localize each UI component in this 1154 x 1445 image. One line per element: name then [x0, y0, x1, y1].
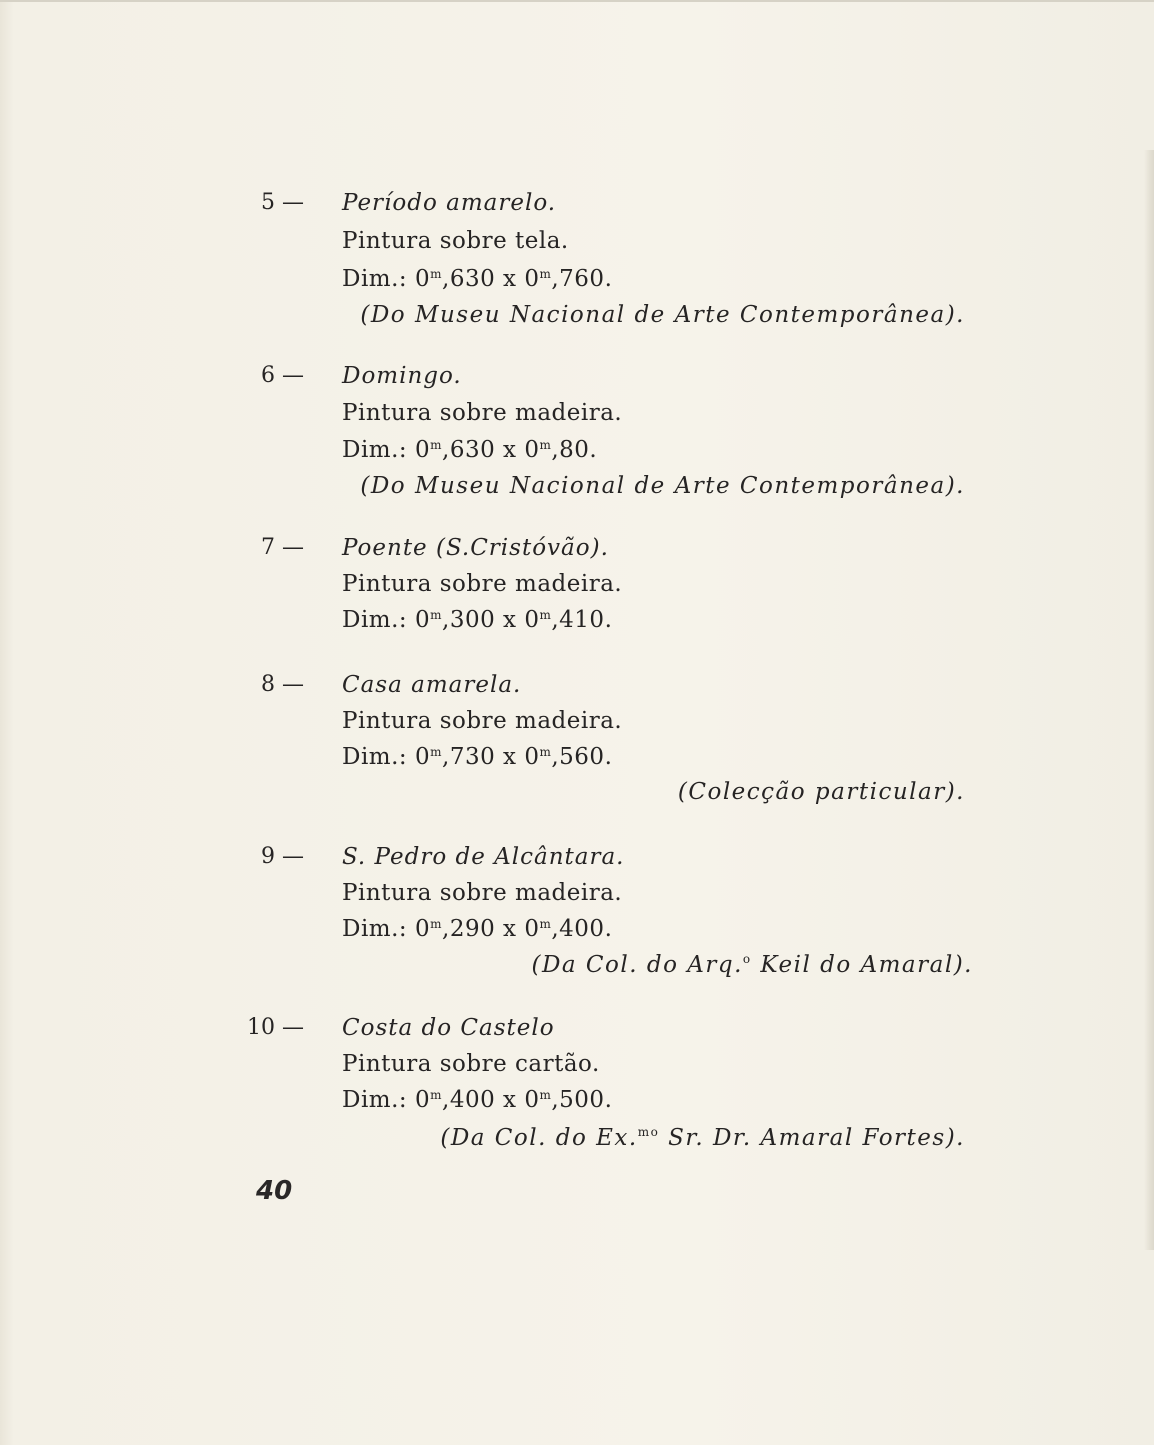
entry-dimensions: Dim.: 0$^m$,630 x 0$^m$,80.	[342, 437, 598, 463]
entry-title: Poente (S.Cristóvão).	[342, 535, 609, 561]
entry-dimensions: Dim.: 0$^m$,300 x 0$^m$,410.	[342, 607, 613, 633]
entry-dimensions: Dim.: 0$^m$,730 x 0$^m$,560.	[342, 744, 613, 770]
entry-dimensions: Dim.: 0$^m$,400 x 0$^m$,500.	[342, 1087, 613, 1113]
entry-title: Domingo.	[342, 363, 462, 389]
entry-source: (Do Museu Nacional de Arte Contemporânea).	[360, 473, 965, 499]
entry-source: (Da Col. do Ex.$^{mo}$ Sr. Dr. Amaral Fortes).	[440, 1125, 965, 1151]
entry-source: (Colecção particular).	[677, 779, 965, 805]
entry-title: Período amarelo.	[342, 190, 557, 216]
entry-title: Costa do Castelo	[342, 1015, 555, 1041]
entry-number: 7 —	[261, 535, 304, 560]
entry-medium: Pintura sobre madeira.	[342, 708, 623, 734]
page-number: 40	[256, 1176, 293, 1206]
entry-number: 9 —	[261, 844, 304, 869]
entry-medium: Pintura sobre madeira.	[342, 880, 623, 906]
entry-medium: Pintura sobre madeira.	[342, 571, 623, 597]
entry-number: 6 —	[261, 363, 304, 388]
entry-number: 8 —	[261, 672, 304, 697]
entry-dimensions: Dim.: 0$^m$,630 x 0$^m$,760.	[342, 266, 613, 292]
entry-number: 5 —	[261, 190, 304, 215]
entry-title: Casa amarela.	[342, 672, 522, 698]
entry-number: 10 —	[247, 1015, 304, 1040]
entry-medium: Pintura sobre madeira.	[342, 400, 623, 426]
entry-title: S. Pedro de Alcântara.	[342, 844, 625, 870]
entry-medium: Pintura sobre tela.	[342, 228, 569, 254]
entry-medium: Pintura sobre cartão.	[342, 1051, 600, 1077]
entry-source: (Do Museu Nacional de Arte Contemporânea).	[360, 302, 965, 328]
entry-dimensions: Dim.: 0$^m$,290 x 0$^m$,400.	[342, 916, 613, 942]
entry-source: (Da Col. do Arq.$^o$ Keil do Amaral).	[531, 952, 973, 978]
